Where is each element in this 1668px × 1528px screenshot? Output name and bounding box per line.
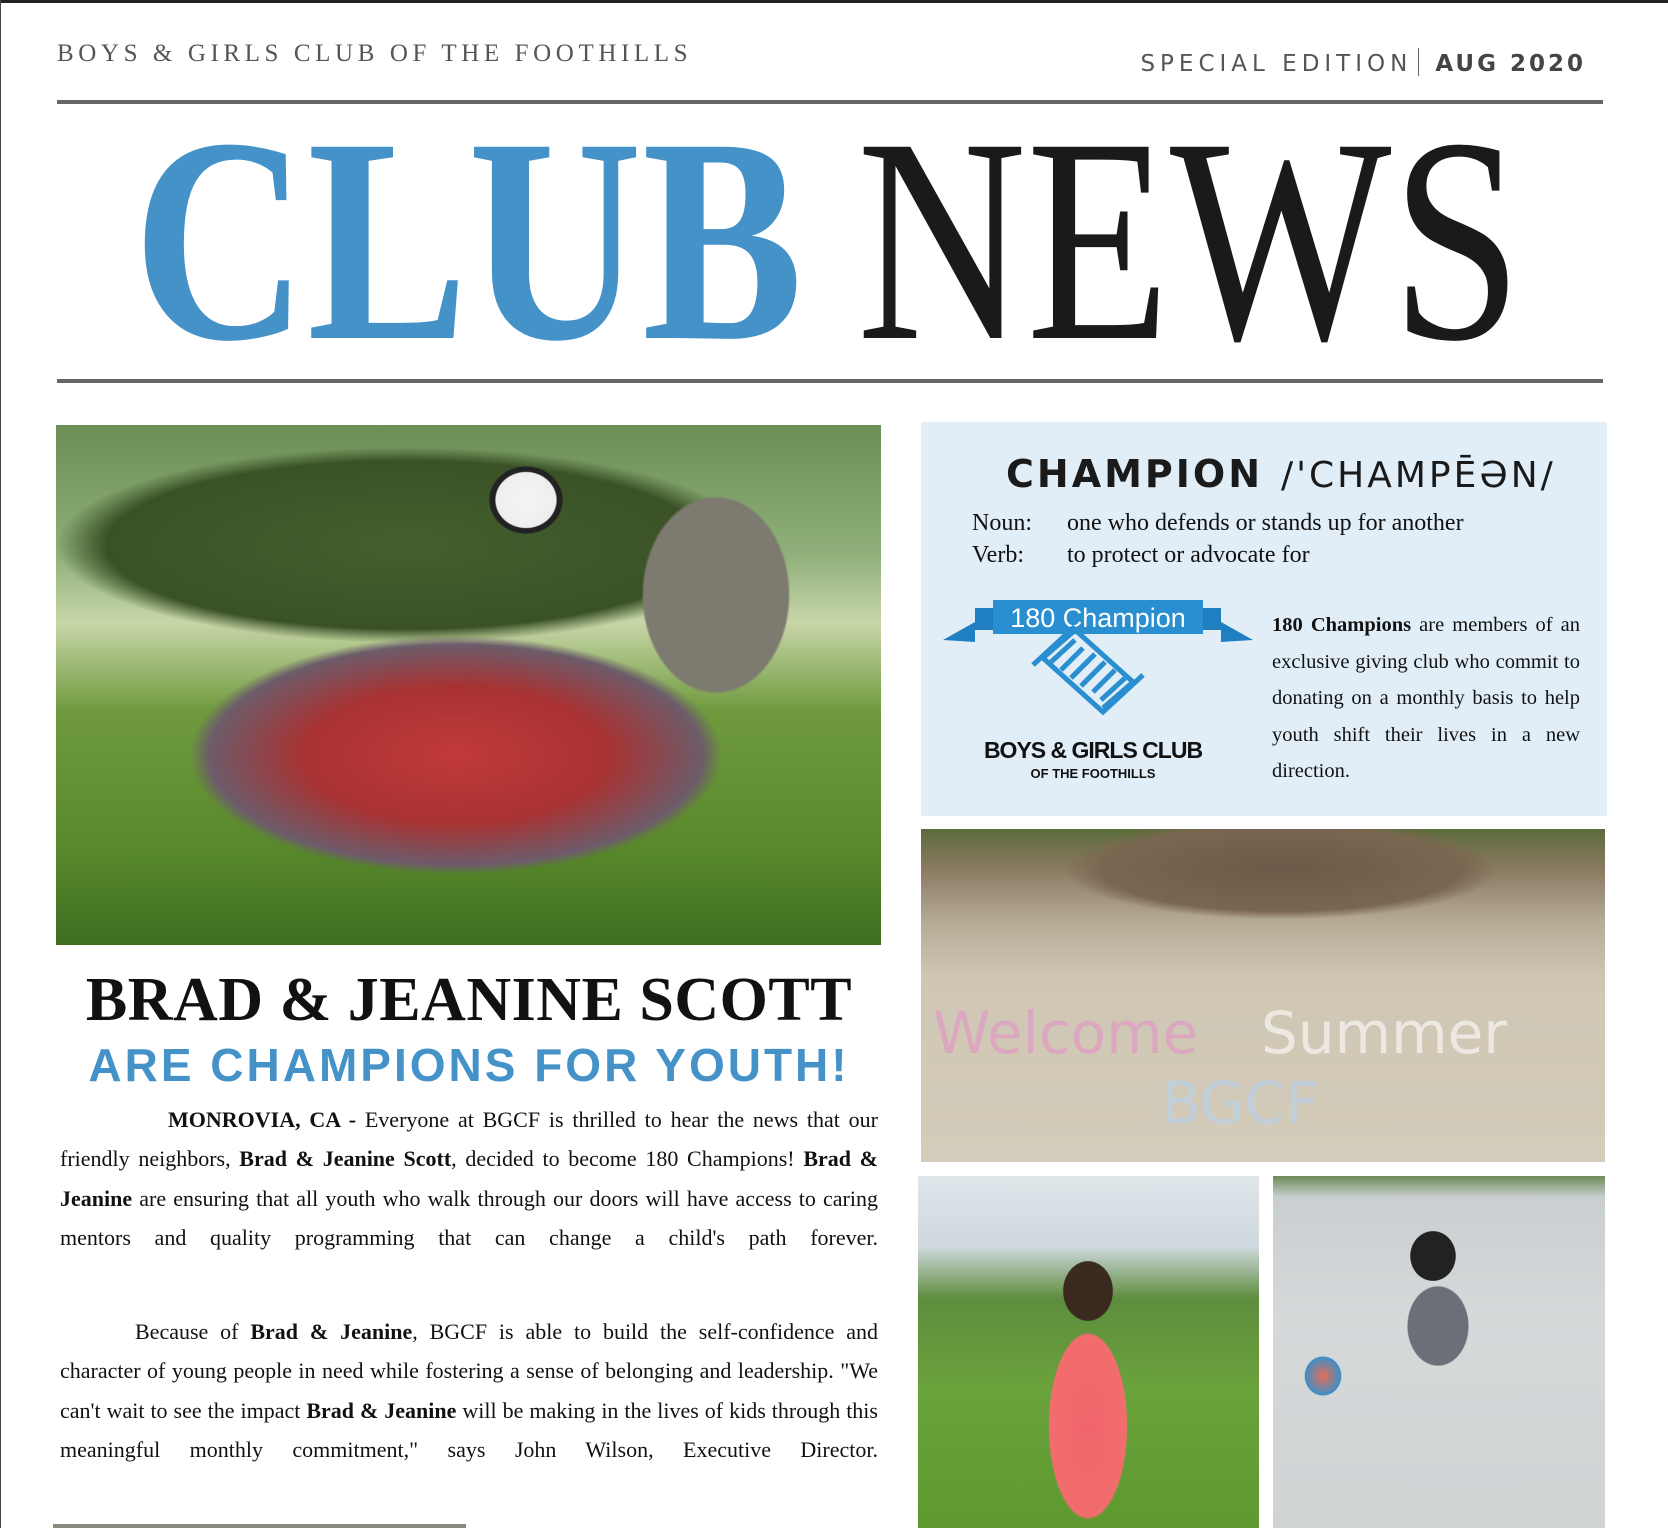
- text: Because of: [135, 1319, 251, 1344]
- noun-text: one who defends or stands up for another: [1067, 510, 1464, 536]
- text: , decided to become 180 Champions!: [451, 1146, 804, 1172]
- issue-date: AUG 2020: [1435, 51, 1586, 77]
- ribbon-text: 180 Champion: [1010, 603, 1186, 633]
- blurb-text: are members of an exclusive giving club who commit to donating on a monthly basis to help youth shift their lives in a new direction.: [1272, 614, 1580, 783]
- top-rule: [57, 100, 1603, 104]
- masthead-news: NEWS: [857, 120, 1522, 360]
- photo-girl-arms-raised: [918, 1176, 1259, 1528]
- chalk-bgcf: BGCF: [1161, 1069, 1319, 1137]
- photo-boy-with-basketball: [1273, 1176, 1605, 1528]
- donor-names: Brad & Jeanine: [250, 1319, 413, 1344]
- text: Everyone at BGCF is thrilled to hear the news that our friendly neighbors,: [60, 1107, 878, 1172]
- edition-label: SPECIAL EDITION: [1140, 51, 1413, 77]
- verb-definition: [972, 542, 1310, 569]
- top-border: [0, 0, 1668, 3]
- article-paragraph-2: [60, 1312, 878, 1470]
- noun-definition: [972, 510, 1464, 537]
- photo-kids-with-chalk-art: [921, 829, 1605, 1162]
- donor-names: Brad & Jeanine: [306, 1397, 457, 1423]
- article-headline: BRAD & JEANINE SCOTT: [85, 966, 853, 1034]
- next-photo-edge: [53, 1524, 466, 1528]
- chalk-welcome: Welcome: [933, 999, 1199, 1067]
- verb-text: to protect or advocate for: [1067, 542, 1310, 568]
- verb-label: Verb:: [972, 542, 1024, 568]
- hands-icon: [1033, 628, 1143, 712]
- logo-name: BOYS & GIRLS CLUB: [983, 737, 1203, 763]
- text: , BGCF is able to build the self-confidence and character of young people in need while fostering a sense of belonging and leadership. "We can't wait to see the impact: [60, 1319, 878, 1423]
- text: are ensuring that all youth who walk through our doors will have access to caring mentors and quality programming that can change a child's path forever.: [60, 1185, 878, 1251]
- masthead-club: CLUB: [133, 120, 803, 360]
- organization-name: BOYS & GIRLS CLUB OF THE FOOTHILLS: [57, 40, 693, 67]
- masthead-rule: [57, 379, 1603, 383]
- definition-word: [1006, 452, 1556, 496]
- dateline: MONROVIA, CA -: [168, 1107, 365, 1132]
- article-paragraph-1: [60, 1100, 878, 1258]
- donor-names: Brad & Jeanine Scott: [239, 1146, 452, 1172]
- noun-label: Noun:: [972, 510, 1032, 536]
- pronunciation: /'CHAMPĒƏN/: [1281, 455, 1556, 496]
- text: will be making in the lives of kids through this meaningful monthly commitment," says John Wilson, Executive Director.: [60, 1397, 878, 1463]
- article-subhead: ARE CHAMPIONS FOR YOUTH!: [88, 1039, 850, 1091]
- champion-blurb: [1272, 607, 1580, 790]
- logo-subname: OF THE FOOTHILLS: [1030, 766, 1156, 781]
- masthead-title: [0, 120, 1668, 360]
- group-photo-kids-with-panda-mascot: [56, 425, 881, 945]
- word: CHAMPION: [1006, 452, 1264, 496]
- edition-info: [1140, 48, 1586, 77]
- divider: [1418, 48, 1419, 76]
- definition-panel: [921, 422, 1607, 816]
- donor-names: Brad & Jeanine: [60, 1146, 879, 1211]
- chalk-summer: Summer: [1261, 999, 1508, 1067]
- 180-champion-logo: [943, 600, 1253, 790]
- blurb-bold: 180 Champions: [1272, 614, 1412, 636]
